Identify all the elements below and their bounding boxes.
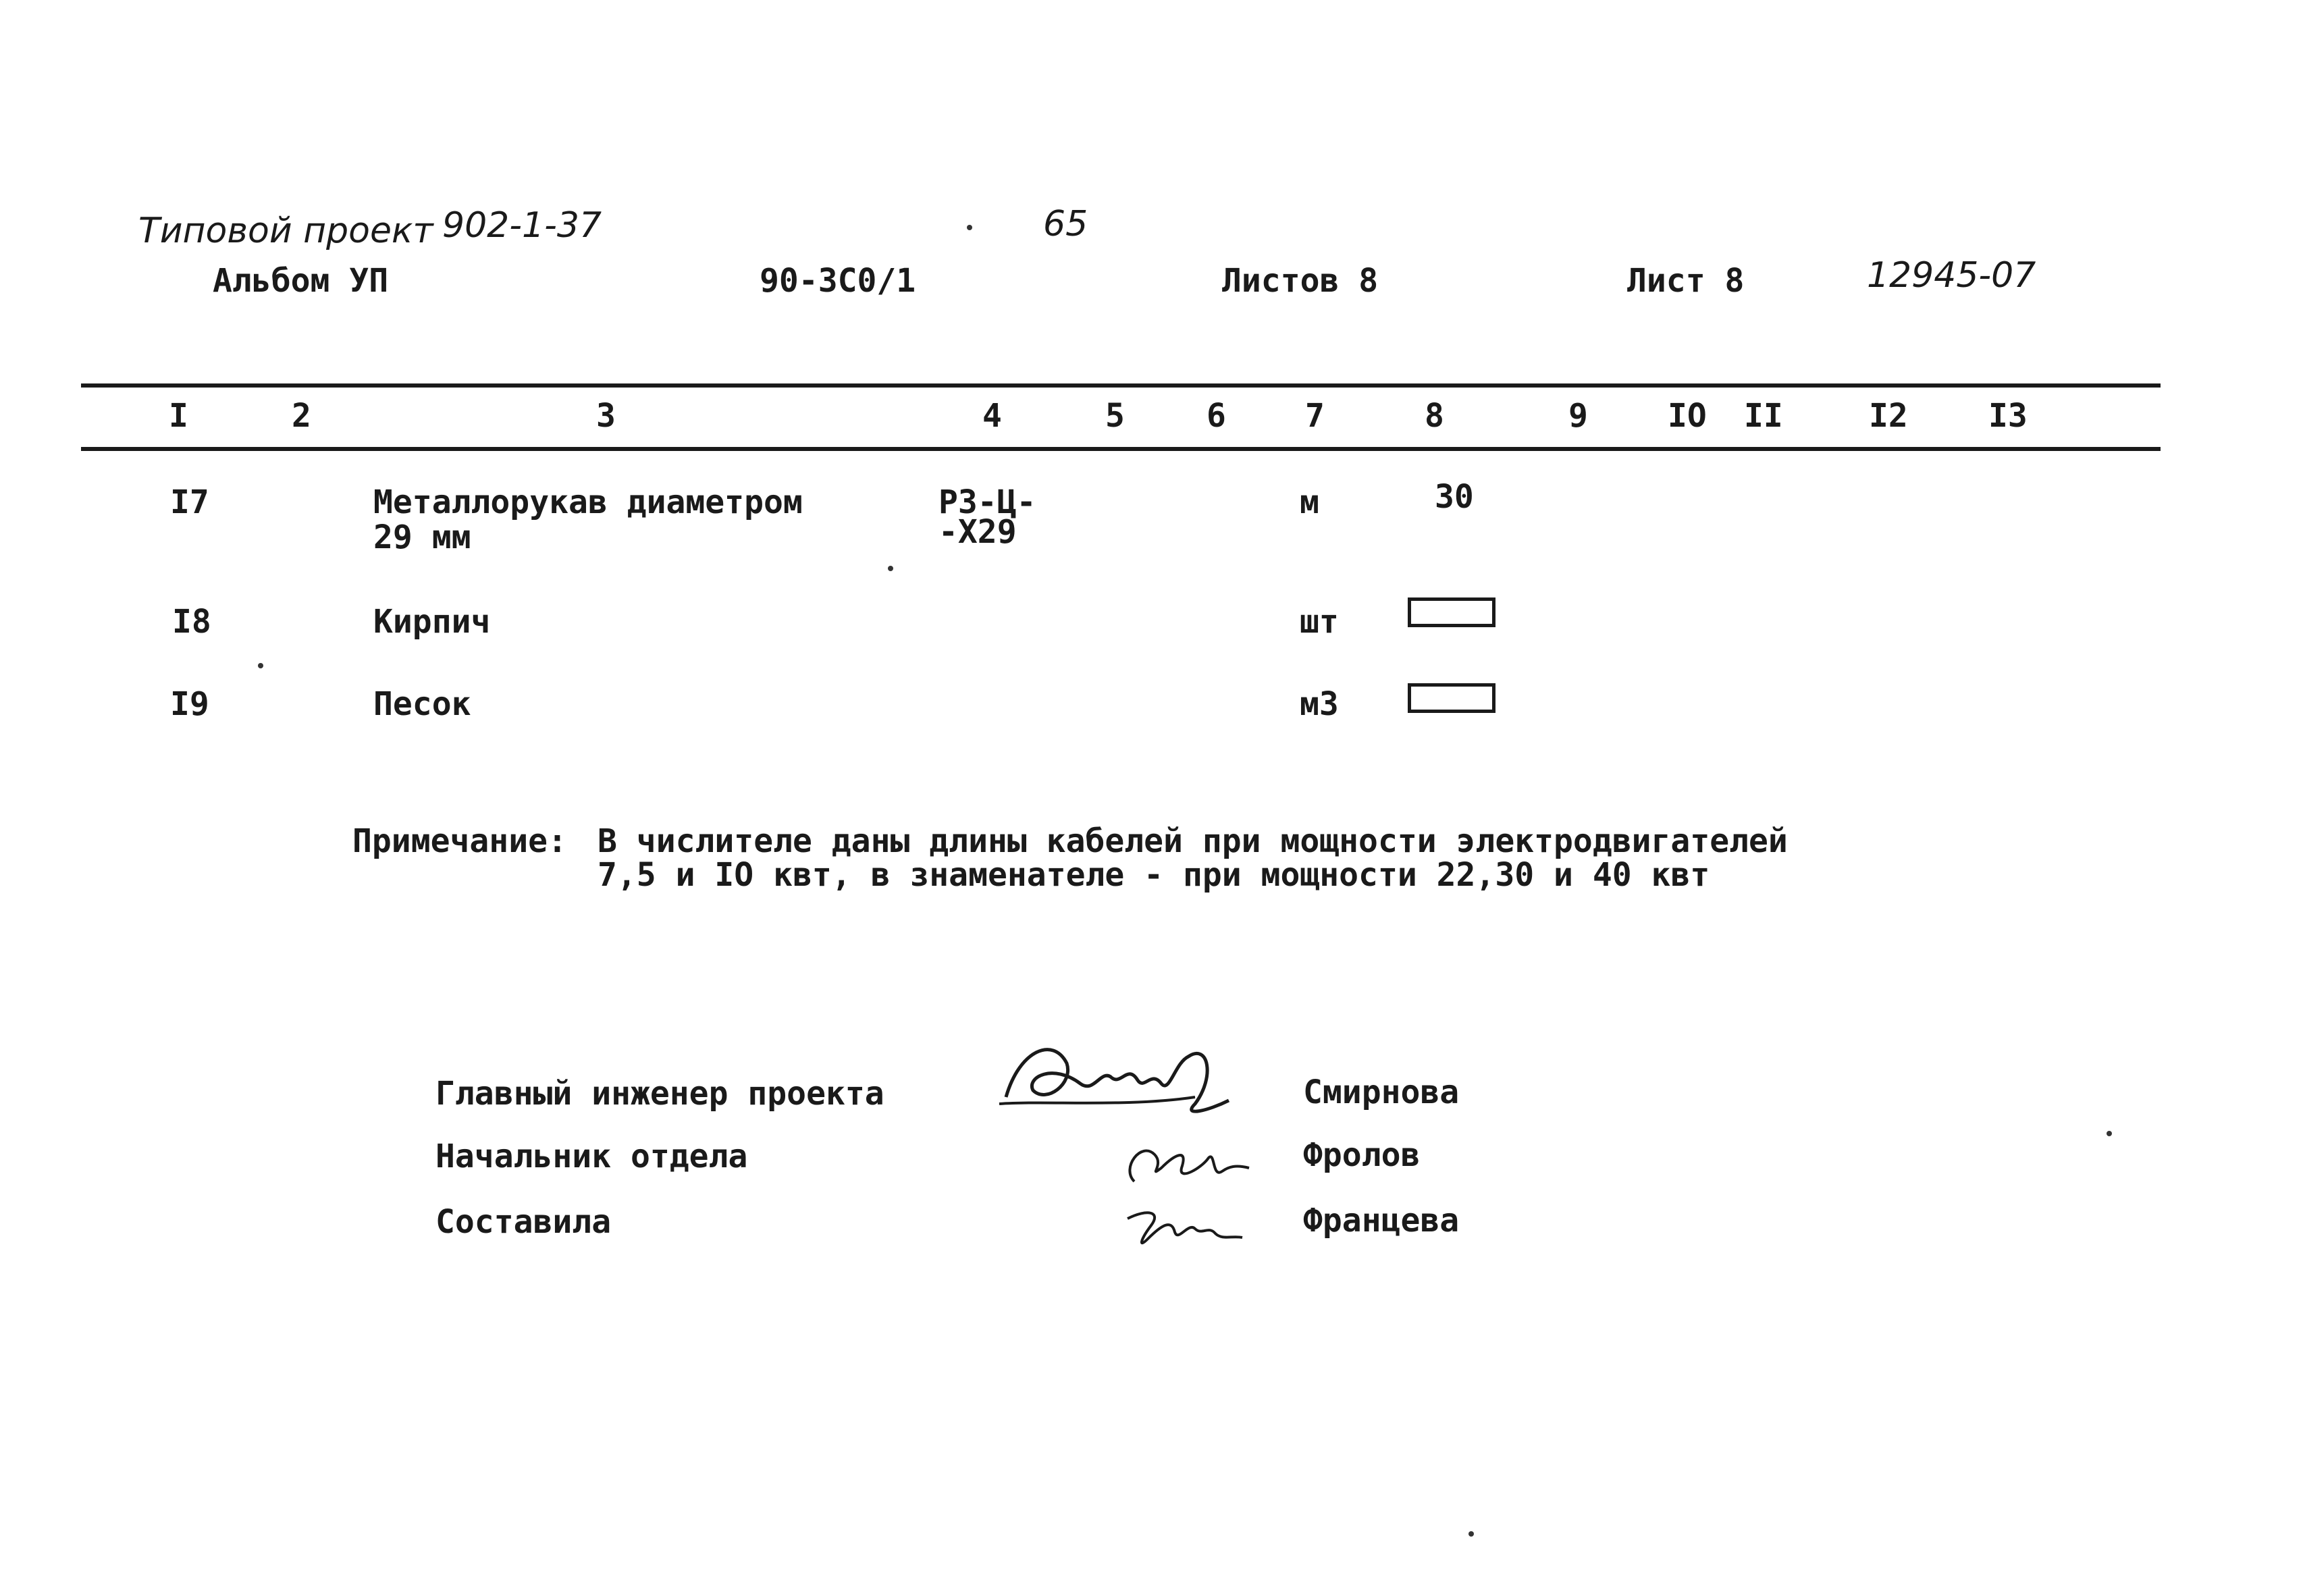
table-top-rule <box>81 383 2161 388</box>
column-number: 9 <box>1568 397 1588 435</box>
project-number: 902-1-37 <box>442 205 602 246</box>
scan-speck <box>258 663 263 668</box>
signature-department-head <box>1114 1127 1263 1195</box>
scan-speck <box>2107 1131 2112 1136</box>
column-number: 5 <box>1105 397 1125 435</box>
column-number: 8 <box>1425 397 1444 435</box>
sheet-number: Лист 8 <box>1627 262 1745 300</box>
item-name-continued: 29 мм <box>373 518 471 556</box>
signatory-name: Фролов <box>1303 1136 1421 1174</box>
signatory-name: Смирнова <box>1303 1073 1460 1111</box>
item-unit: шт <box>1300 603 1339 641</box>
column-number: II <box>1744 397 1783 435</box>
note-text-line1: В числителе даны длины кабелей при мощности электродвигателей <box>598 822 1788 860</box>
column-number: 2 <box>292 397 311 435</box>
quantity-blank-box <box>1408 597 1495 627</box>
document-number: 12945-07 <box>1867 255 2036 296</box>
item-name: Металлорукав диаметром <box>373 483 803 521</box>
column-number: I2 <box>1869 397 1908 435</box>
note-label: Примечание: <box>352 822 567 860</box>
item-name: Песок <box>373 685 471 723</box>
signature-chief-engineer <box>992 1023 1249 1124</box>
sheets-total: Листов 8 <box>1222 262 1379 300</box>
scan-speck <box>967 225 972 230</box>
item-unit: м <box>1300 483 1319 521</box>
column-number: 7 <box>1305 397 1325 435</box>
album-label: Альбом УП <box>213 262 389 300</box>
document-code: 90-3С0/1 <box>760 262 916 300</box>
page-number: 65 <box>1043 204 1088 244</box>
item-mark: Р3-Ц- <box>938 483 1036 521</box>
signature-compiler <box>1114 1192 1249 1259</box>
signatory-role: Составила <box>435 1203 612 1241</box>
column-number: I <box>169 397 188 435</box>
item-mark-continued: -Х29 <box>938 513 1017 551</box>
column-number: 6 <box>1207 397 1226 435</box>
column-number: 4 <box>982 397 1002 435</box>
project-label: Типовой проект <box>138 211 433 251</box>
column-number: I3 <box>1988 397 2028 435</box>
row-number: I8 <box>172 603 211 641</box>
quantity-blank-box <box>1408 683 1495 713</box>
scan-speck <box>1468 1531 1474 1537</box>
item-quantity: 30 <box>1435 478 1474 516</box>
signatory-name: Францева <box>1303 1202 1460 1240</box>
item-name: Кирпич <box>373 603 491 641</box>
column-number: IO <box>1668 397 1707 435</box>
item-unit: м3 <box>1300 685 1339 723</box>
scan-speck <box>888 566 893 571</box>
signatory-role: Главный инженер проекта <box>435 1075 884 1113</box>
table-header-bottom-rule <box>81 447 2161 451</box>
note-text-line2: 7,5 и IO квт, в знаменателе - при мощности 22,30 и 40 квт <box>598 856 1710 894</box>
row-number: I9 <box>170 685 209 723</box>
row-number: I7 <box>170 483 209 521</box>
column-number: 3 <box>596 397 616 435</box>
signatory-role: Начальник отдела <box>435 1138 748 1175</box>
